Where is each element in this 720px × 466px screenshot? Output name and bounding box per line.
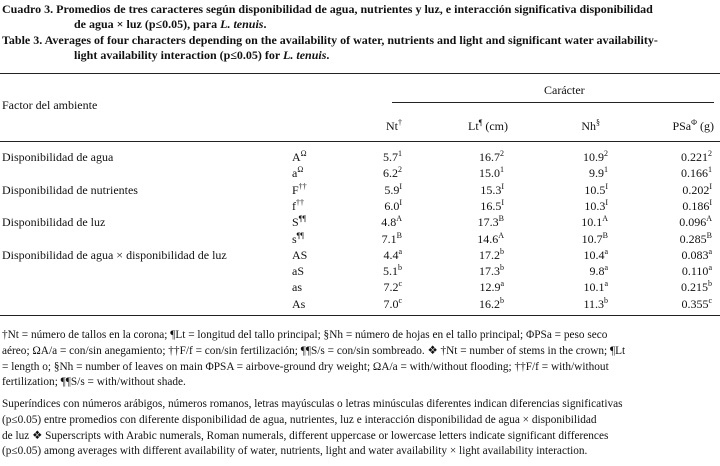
- table-cell: [583, 297, 608, 312]
- table-cell: [583, 150, 608, 165]
- cell-value: 16.7: [479, 150, 500, 164]
- row-level: [292, 150, 307, 165]
- footnote-abbreviations: [2, 328, 718, 391]
- table-top-rule: [0, 73, 720, 74]
- column-header-label: Lt: [468, 119, 479, 133]
- caption-es-species: L. tenuis: [220, 17, 264, 31]
- table-cell: [479, 297, 504, 312]
- table-captions: [2, 2, 718, 64]
- cell-significance-mark: 1: [708, 165, 712, 175]
- row-factor: Disponibilidad de agua × disponibilidad de luz: [2, 247, 227, 262]
- table-cell: [682, 183, 712, 198]
- table-cell: [589, 166, 608, 181]
- table-cell: [682, 264, 712, 279]
- cell-significance-mark: A: [706, 214, 712, 224]
- cell-significance-mark: b: [398, 263, 402, 273]
- cell-value: 7.0: [383, 296, 399, 311]
- table-cell: [383, 297, 402, 312]
- cell-value: 0.221: [681, 150, 708, 164]
- cell-value: 9.9: [589, 166, 604, 181]
- cell-value: 17.3: [479, 264, 500, 279]
- cell-value: 15.3: [480, 182, 502, 197]
- column-header-mark: Φ: [691, 118, 697, 127]
- footnote-line: Superíndices con números arábigos, números romanos, letras mayúsculas o letras minúsculas diferentes indican diferencias significativas: [2, 398, 623, 410]
- cell-significance-mark: I: [501, 181, 504, 191]
- table-cell: [479, 280, 504, 295]
- row-level-label: As: [292, 296, 306, 311]
- cell-significance-mark: I: [605, 181, 608, 191]
- footnote-line: = length o; §Nh = number of leaves on main ΦPSA = airbove-ground dry weight; ΩA/a = with/without flooding; ††F/f = with/without: [2, 360, 609, 373]
- cell-value: 5.9: [384, 182, 400, 197]
- caption-en-line2: light availability interaction (p≤0.05) for: [74, 48, 284, 62]
- footnote-line: de luz ❖ Superscripts with Arabic numerals, Roman numerals, different uppercase or lowercase letters indicate significant differences: [2, 429, 609, 442]
- footnote-line: fertilization; ¶¶S/s = with/without shade.: [2, 376, 186, 389]
- row-level-mark: Ω: [300, 149, 307, 158]
- cell-significance-mark: 2: [500, 149, 504, 158]
- cell-value: 10.9: [583, 150, 604, 164]
- caption-es-line1: Promedios de tres caracteres según disponibilidad de agua, nutrientes y luz, e interacción significativa disponibilidad: [56, 2, 653, 16]
- table-cell: [478, 215, 504, 230]
- row-level-mark: Ω: [297, 165, 304, 175]
- column-header-unit: (g): [697, 119, 714, 133]
- cell-significance-mark: 1: [500, 165, 504, 175]
- row-level-label: as: [292, 280, 302, 295]
- group-header-rule: [392, 102, 714, 103]
- cell-value: 10.5: [584, 182, 606, 197]
- column-header-mark: ¶: [478, 118, 483, 127]
- cell-value: 6.2: [383, 166, 398, 181]
- table-cell: [383, 150, 402, 165]
- row-level-label: a: [292, 166, 298, 181]
- row-level-mark: ††: [298, 181, 307, 191]
- row-level-mark: ¶¶: [296, 230, 304, 240]
- row-factor: Disponibilidad de nutrientes: [2, 182, 138, 197]
- cell-value: 0.355: [681, 296, 709, 311]
- cell-significance-mark: B: [498, 214, 504, 224]
- row-level-label: s: [292, 231, 297, 246]
- group-header: Carácter: [544, 83, 585, 97]
- row-level-label: A: [292, 150, 301, 164]
- table-cell: [383, 280, 402, 295]
- table-cell: [581, 215, 608, 230]
- table-cell: [679, 215, 712, 230]
- cell-significance-mark: I: [399, 197, 402, 207]
- cell-value: 14.6: [477, 231, 499, 246]
- cell-significance-mark: 2: [604, 149, 608, 158]
- footnote-line: aéreo; ΩA/a = con/sin anegamiento; ††F/f = con/sin fertilización; ¶¶S/s = con/sin sombreado. ❖ †Nt = number of stems in the crown; ¶Lt: [2, 344, 626, 357]
- row-level-label: AS: [292, 247, 308, 262]
- cell-significance-mark: a: [708, 246, 712, 256]
- table-cell: [582, 232, 608, 247]
- cell-value: 10.1: [583, 280, 605, 295]
- table-cell: [681, 248, 712, 263]
- caption-es-label: Cuadro 3.: [2, 2, 54, 16]
- table-cell: [384, 183, 402, 198]
- column-header-label: Nh: [581, 119, 596, 133]
- cell-value: 0.202: [682, 182, 710, 197]
- cell-value: 0.166: [681, 166, 708, 181]
- table-header-rule: [0, 141, 720, 142]
- cell-significance-mark: B: [706, 230, 712, 240]
- cell-value: 16.5: [480, 198, 502, 213]
- cell-significance-mark: a: [604, 263, 608, 273]
- cell-value: 10.4: [583, 247, 605, 262]
- cell-significance-mark: a: [604, 246, 608, 256]
- cell-significance-mark: I: [709, 197, 712, 207]
- cell-significance-mark: I: [501, 197, 504, 207]
- factor-header: Factor del ambiente: [2, 98, 98, 112]
- caption-spanish: Cuadro 3. Promedios de tres caracteres según disponibilidad de agua, nutrientes y luz, e interacción significativa disponibilidad de agua × luz (p≤0.05), para L. tenuis.: [2, 2, 653, 31]
- cell-value: 11.3: [583, 296, 604, 311]
- table-cell: [477, 232, 504, 247]
- table-cell: [681, 280, 712, 295]
- row-factor: Disponibilidad de luz: [2, 215, 106, 230]
- table-cell: [583, 280, 608, 295]
- cell-value: 6.0: [384, 198, 400, 213]
- cell-value: 9.8: [589, 264, 605, 279]
- caption-english: Table 3. Averages of four characters depending on the availability of water, nutrients and light and significant water availability- light availability interaction (p≤0.05) for L. tenuis.: [2, 33, 658, 62]
- cell-significance-mark: c: [398, 279, 402, 289]
- table-cell: [479, 150, 504, 165]
- table-cell: [589, 264, 608, 279]
- caption-en-label: Table 3.: [2, 33, 43, 47]
- cell-value: 0.186: [682, 198, 710, 213]
- column-header: [581, 119, 600, 134]
- table-cell: [384, 199, 402, 214]
- row-level-label: aS: [292, 264, 304, 279]
- cell-significance-mark: B: [396, 230, 402, 240]
- column-header-label: PSa: [672, 119, 692, 133]
- cell-significance-mark: A: [602, 214, 608, 224]
- table-cell: [584, 183, 608, 198]
- table-cell: [584, 199, 608, 214]
- footnote-line: †Nt = número de tallos en la corona; ¶Lt = longitud del tallo principal; §Nh = número de hojas en el tallo principal; ΦPSa = peso seco: [2, 329, 608, 341]
- cell-value: 17.3: [477, 215, 499, 230]
- column-header-unit: (cm): [482, 119, 508, 133]
- cell-value: 7.1: [381, 231, 397, 246]
- cell-significance-mark: b: [708, 279, 712, 289]
- cell-value: 0.096: [679, 215, 707, 230]
- row-level: [292, 297, 305, 312]
- cell-value: 7.2: [383, 280, 399, 295]
- table-cell: [480, 199, 504, 214]
- row-level: [292, 166, 303, 181]
- row-level: [292, 232, 304, 247]
- cell-significance-mark: I: [399, 181, 402, 191]
- table-cell: [681, 150, 712, 165]
- cell-value: 4.8: [381, 215, 397, 230]
- cell-value: 5.1: [383, 264, 398, 279]
- cell-value: 10.7: [581, 231, 603, 246]
- column-header: [386, 119, 402, 134]
- row-level-label: S: [292, 215, 299, 230]
- row-factor: Disponibilidad de agua: [2, 150, 114, 164]
- cell-value: 17.2: [479, 247, 500, 262]
- table-cell: [382, 232, 402, 247]
- cell-value: 12.9: [479, 280, 501, 295]
- cell-significance-mark: c: [708, 295, 712, 305]
- cell-value: 16.2: [479, 296, 500, 311]
- cell-value: 0.285: [679, 231, 707, 246]
- cell-value: 4.4: [383, 247, 399, 262]
- table-cell: [680, 232, 712, 247]
- column-header: [468, 119, 508, 134]
- cell-significance-mark: b: [500, 263, 504, 273]
- row-level-label: F: [292, 182, 299, 197]
- table-cell: [479, 166, 504, 181]
- table-cell: [480, 183, 504, 198]
- row-level: [292, 183, 307, 198]
- row-level: [292, 199, 304, 214]
- row-level: [292, 248, 307, 263]
- cell-significance-mark: a: [604, 279, 608, 289]
- column-header-mark: §: [596, 118, 600, 127]
- row-level-mark: ††: [296, 197, 304, 207]
- footnote-line: (p≤0.05) among averages with different availability of water, nutrients, light and water availability × light availability interaction.: [2, 445, 588, 458]
- cell-value: 0.083: [681, 247, 709, 262]
- table-bottom-rule: [0, 315, 720, 316]
- caption-en-line1: Averages of four characters depending on the availability of water, nutrients and light and significant water availability-: [44, 33, 658, 47]
- cell-significance-mark: 1: [604, 165, 608, 175]
- cell-significance-mark: b: [500, 295, 504, 305]
- column-header: [672, 119, 714, 134]
- cell-significance-mark: B: [602, 230, 608, 240]
- cell-significance-mark: 2: [708, 149, 712, 158]
- table-cell: [383, 166, 402, 181]
- footnote-significance: [2, 397, 718, 460]
- cell-significance-mark: a: [708, 263, 712, 273]
- table-cell: [383, 264, 402, 279]
- cell-significance-mark: A: [498, 230, 504, 240]
- cell-significance-mark: I: [605, 197, 608, 207]
- column-header-mark: †: [398, 118, 402, 127]
- footnote-line: (p≤0.05) entre promedios con diferente disponibilidad de agua, nutrientes, luz e interacción disponibilidad de agua × disponibilidad: [2, 413, 597, 426]
- cell-value: 0.215: [681, 280, 708, 295]
- cell-significance-mark: A: [396, 214, 402, 224]
- cell-value: 5.7: [383, 150, 398, 164]
- cell-value: 0.110: [681, 264, 709, 279]
- table-cell: [381, 215, 402, 230]
- cell-significance-mark: b: [500, 246, 504, 256]
- table-cell: [682, 199, 712, 214]
- row-level: [292, 215, 306, 230]
- caption-es-line2: de agua × luz (p≤0.05), para: [74, 17, 221, 31]
- caption-en-species: L. tenuis: [283, 48, 327, 62]
- column-header-label: Nt: [386, 119, 398, 133]
- cell-significance-mark: I: [709, 181, 712, 191]
- row-level-mark: ¶¶: [298, 214, 306, 224]
- cell-value: 15.0: [479, 166, 500, 181]
- cell-significance-mark: c: [398, 295, 402, 305]
- cell-significance-mark: a: [398, 246, 402, 256]
- row-level-label: f: [292, 198, 296, 213]
- cell-significance-mark: a: [500, 279, 504, 289]
- cell-significance-mark: 1: [398, 149, 402, 158]
- row-level: [292, 280, 302, 295]
- row-level: [292, 264, 304, 279]
- table-cell: [383, 248, 402, 263]
- table-cell: [681, 297, 712, 312]
- cell-value: 10.1: [581, 215, 603, 230]
- table-cell: [583, 248, 608, 263]
- cell-significance-mark: b: [604, 295, 608, 305]
- cell-value: 10.3: [584, 198, 606, 213]
- cell-significance-mark: 2: [398, 165, 402, 175]
- table-cell: [681, 166, 712, 181]
- table-cell: [479, 248, 504, 263]
- table-cell: [479, 264, 504, 279]
